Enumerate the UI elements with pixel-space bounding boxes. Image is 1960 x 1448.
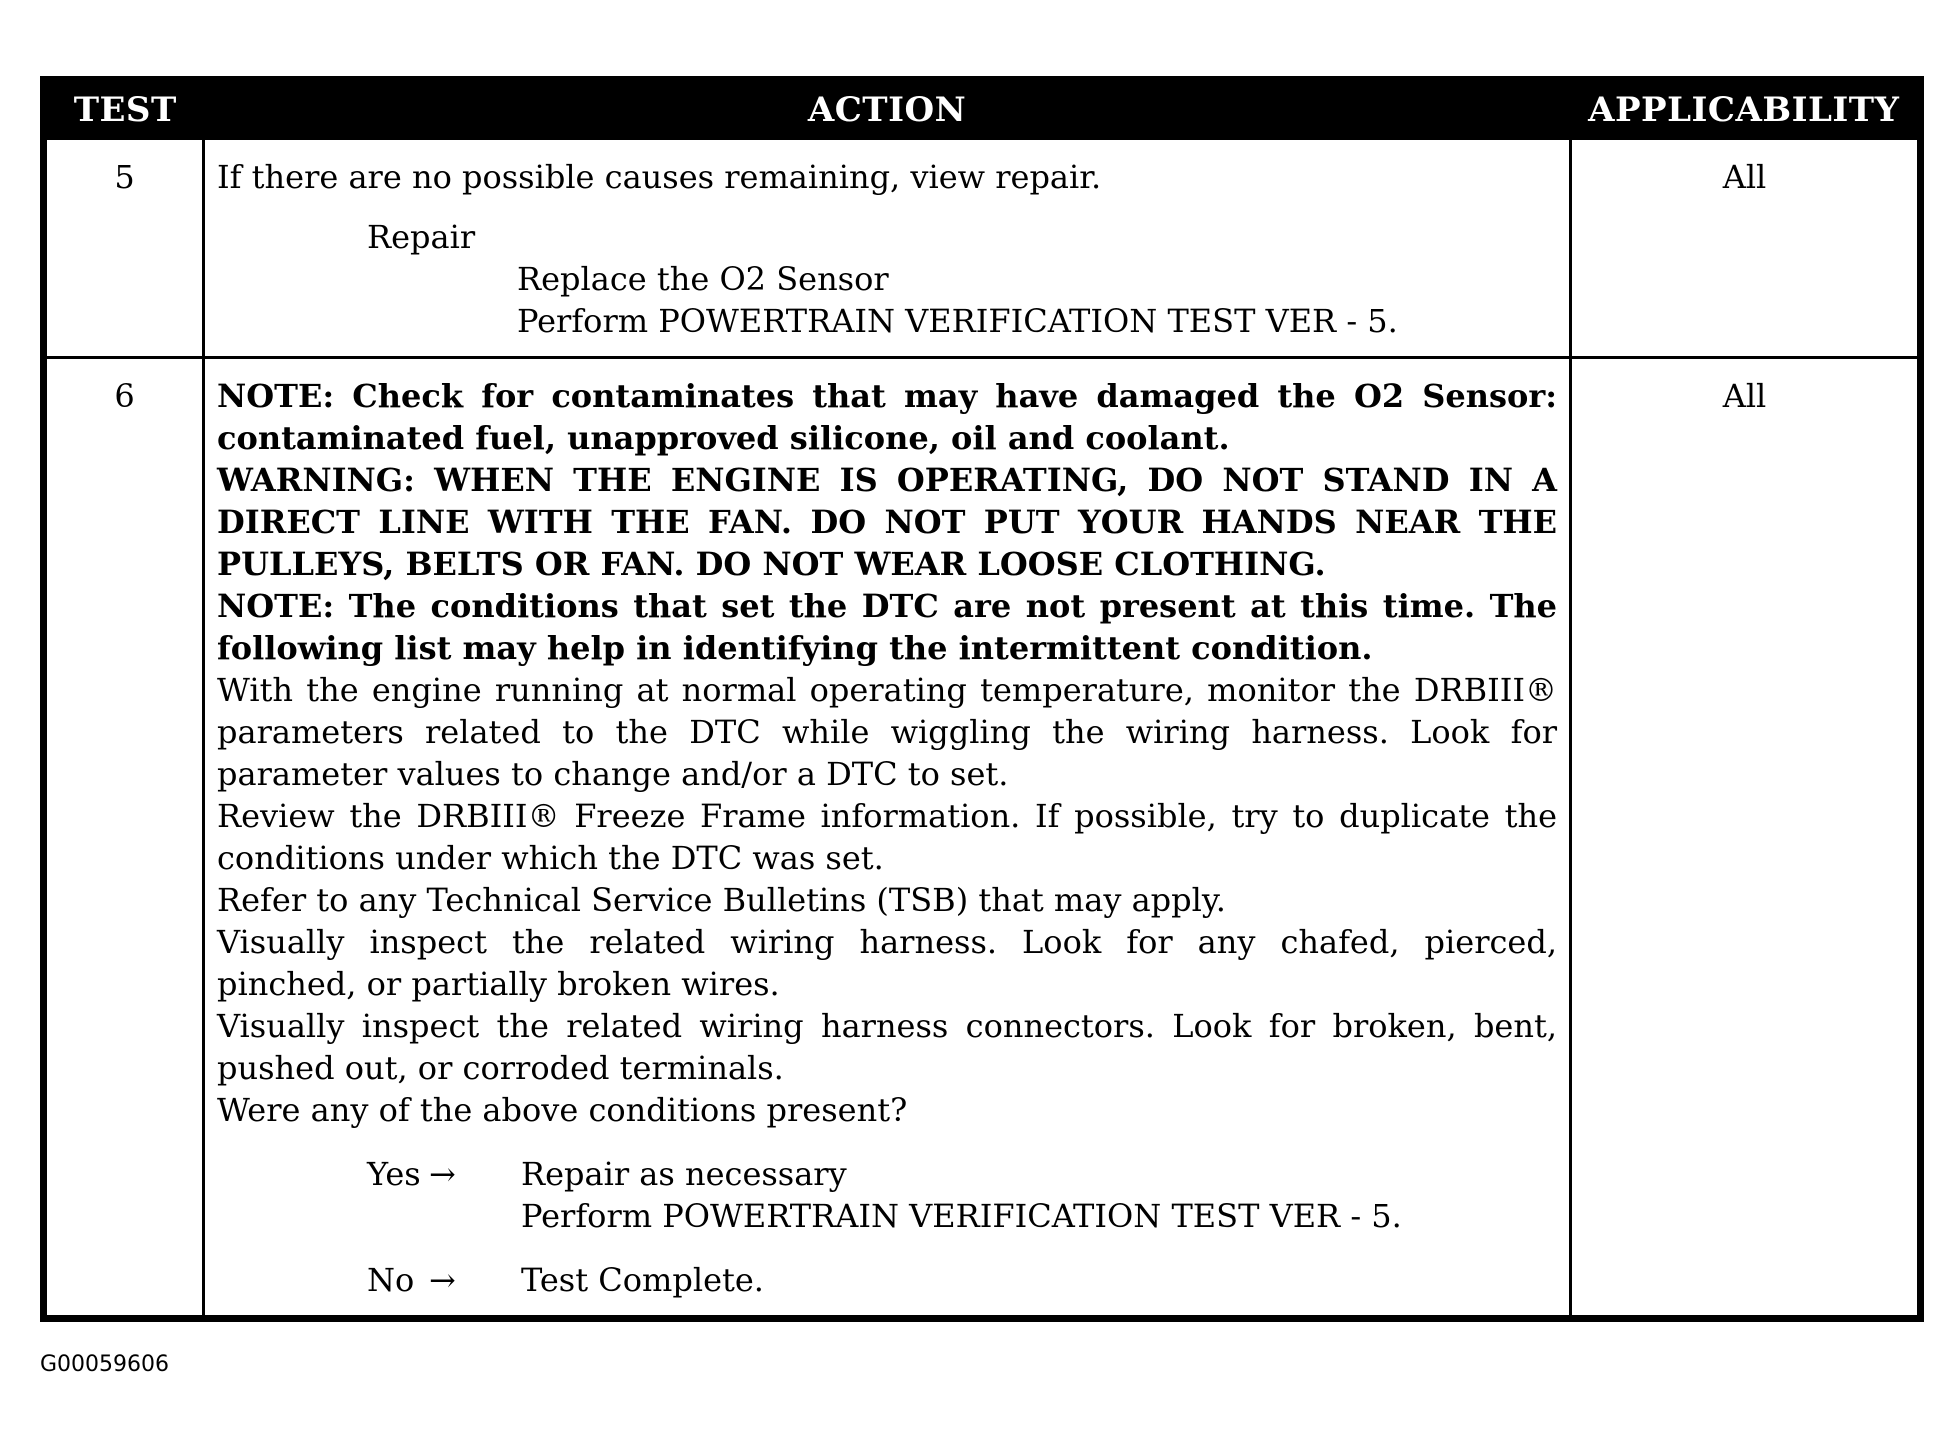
- instruction-paragraph: Review the DRBIII® Freeze Frame information. If possible, try to duplicate the conditions under which the DTC was set.: [217, 797, 1557, 877]
- branch-actions: [521, 1153, 1557, 1237]
- repair-step: Perform POWERTRAIN VERIFICATION TEST VER - 5.: [517, 302, 1398, 340]
- instruction-paragraph: Visually inspect the related wiring harness connectors. Look for broken, bent, pushed out, or corroded terminals.: [217, 1007, 1557, 1087]
- right-arrow-icon: →: [429, 1155, 456, 1193]
- branch-label: Yes: [367, 1155, 421, 1193]
- right-arrow-icon: →: [429, 1261, 456, 1299]
- applicability-value: All: [1571, 358, 1921, 1319]
- table-header-row: [44, 80, 1921, 139]
- instruction-paragraph: With the engine running at normal operating temperature, monitor the DRBIII® parameters related to the DTC while wiggling the wiring harness. Look for parameter values to change and/or a DTC to set.: [217, 671, 1557, 793]
- branch-actions: [521, 1259, 1557, 1301]
- branch-step: Perform POWERTRAIN VERIFICATION TEST VER - 5.: [521, 1197, 1402, 1235]
- branch-step: Test Complete.: [521, 1261, 764, 1299]
- branch-yes: [217, 1153, 1557, 1237]
- header-applicability: APPLICABILITY: [1571, 80, 1921, 139]
- test-number: 6: [44, 358, 204, 1319]
- figure-id: G00059606: [40, 1352, 170, 1377]
- applicability-value: All: [1571, 139, 1921, 358]
- instruction-paragraph: Refer to any Technical Service Bulletins (TSB) that may apply.: [217, 881, 1226, 919]
- branch-step: Repair as necessary: [521, 1155, 847, 1193]
- question-paragraph: Were any of the above conditions present?: [217, 1091, 908, 1129]
- action-intro: If there are no possible causes remaining, view repair.: [217, 158, 1102, 196]
- diagnostic-test-table: [40, 76, 1924, 1322]
- header-action: ACTION: [204, 80, 1571, 139]
- branch-label: No: [367, 1261, 415, 1299]
- header-test: TEST: [44, 80, 204, 139]
- branch-no: [217, 1259, 1557, 1301]
- action-cell: [204, 358, 1571, 1319]
- warning-engine-fan: WARNING: WHEN THE ENGINE IS OPERATING, DO NOT STAND IN A DIRECT LINE WITH THE FAN. DO NOT PUT YOUR HANDS NEAR THE PULLEYS, BELTS OR FAN. DO NOT WEAR LOOSE CLOTHING.: [217, 461, 1557, 583]
- instruction-paragraph: Visually inspect the related wiring harness. Look for any chafed, pierced, pinched, or partially broken wires.: [217, 923, 1557, 1003]
- table-row: [44, 358, 1921, 1319]
- table-row: [44, 139, 1921, 358]
- note-intermittent: NOTE: The conditions that set the DTC are not present at this time. The following list may help in identifying the intermittent condition.: [217, 587, 1557, 667]
- repair-step: Replace the O2 Sensor: [517, 260, 889, 298]
- action-cell: [204, 139, 1571, 358]
- note-contaminates: NOTE: Check for contaminates that may have damaged the O2 Sensor: contaminated fuel, unapproved silicone, oil and coolant.: [217, 377, 1557, 457]
- repair-label: Repair: [367, 218, 476, 256]
- test-number: 5: [44, 139, 204, 358]
